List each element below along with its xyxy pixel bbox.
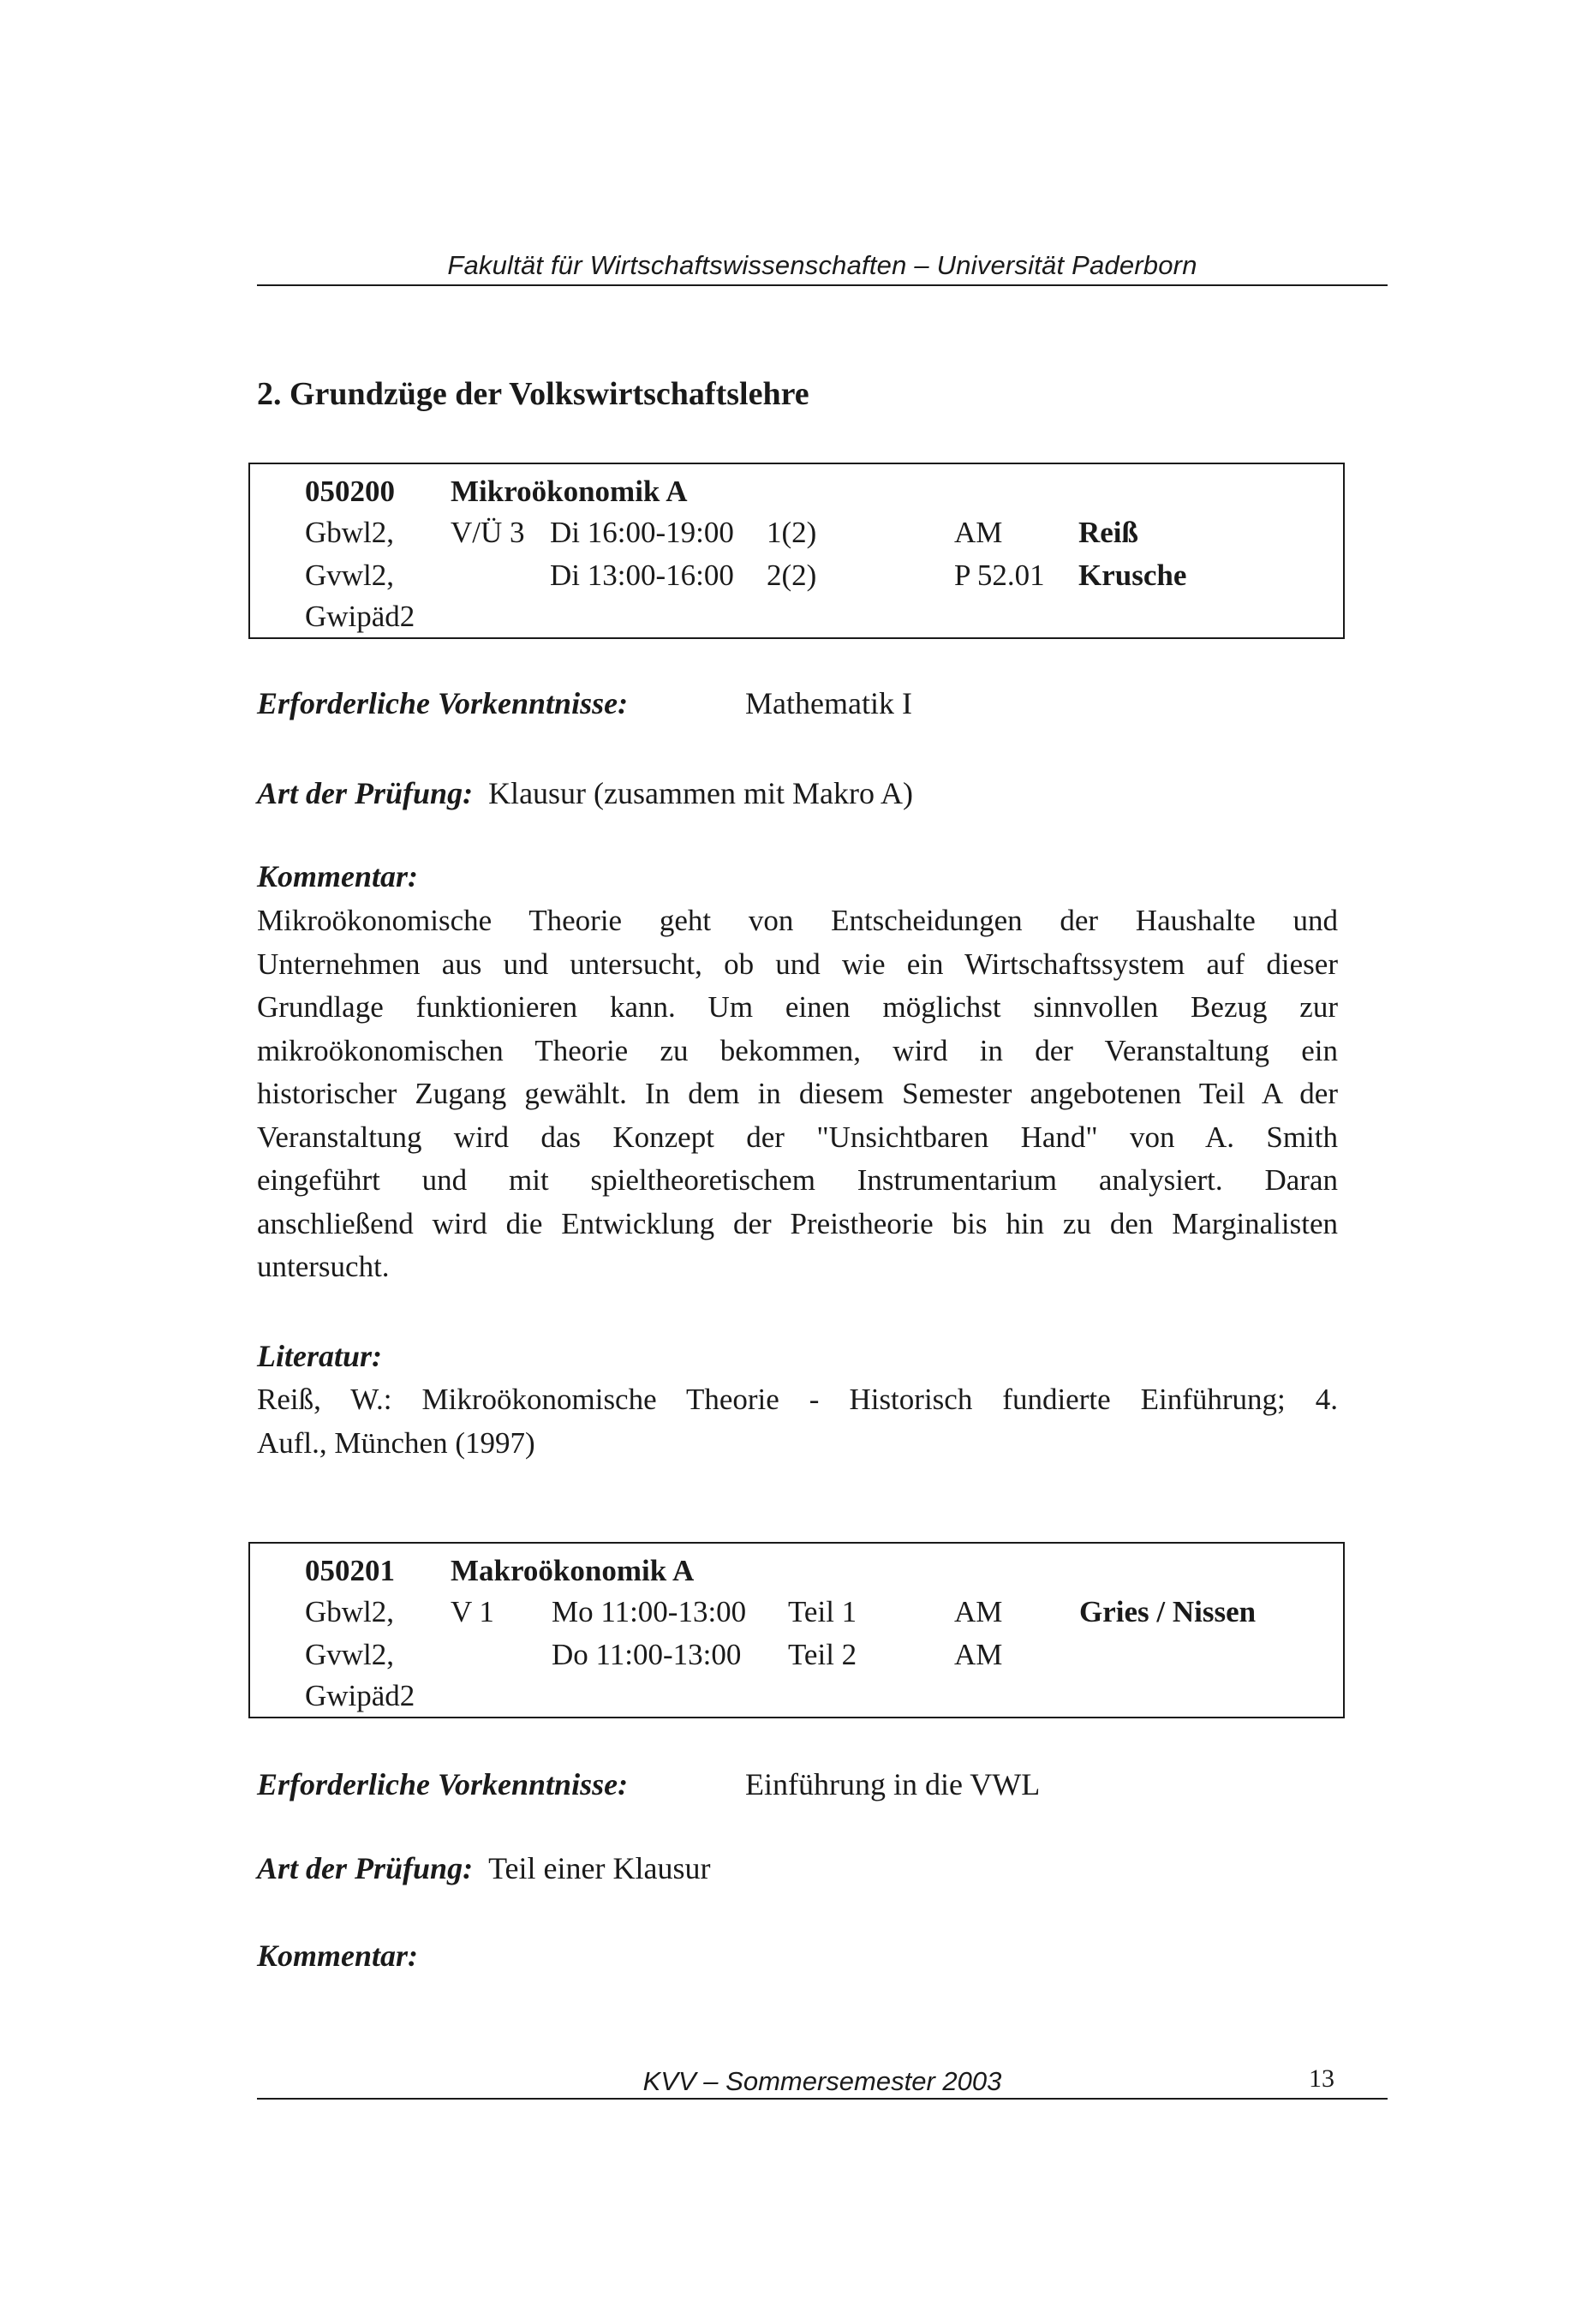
session-time: Di 16:00-19:00 (550, 516, 734, 549)
comment-line: anschließend wird die Entwicklung der Preistheorie bis hin zu den Marginalisten (257, 1206, 1338, 1240)
comment-line: Veranstaltung wird das Konzept der "Unsichtbaren Hand" von A. Smith (257, 1120, 1338, 1154)
exam-label: Art der Prüfung: (257, 776, 474, 810)
course-type: V/Ü 3 (451, 516, 525, 549)
literature-line: Aufl., München (1997) (257, 1425, 535, 1460)
course-box-050200 (248, 463, 1345, 639)
session-lecturer: Reiß (1078, 516, 1138, 549)
literature-line: Reiß, W.: Mikroökonomische Theorie - Historisch fundierte Einführung; 4. (257, 1383, 1338, 1416)
session-room: AM (954, 516, 1003, 549)
course-program: Gwipäd2 (305, 1679, 415, 1712)
comment-line: Mikroökonomische Theorie geht von Entscheidungen der Haushalte und (257, 904, 1338, 937)
exam-value: Klausur (zusammen mit Makro A) (488, 776, 913, 810)
prereq-value: Einführung in die VWL (745, 1767, 1041, 1801)
course-program: Gwipäd2 (305, 600, 415, 633)
course-title: Makroökonomik A (451, 1554, 695, 1587)
exam-row (257, 1850, 710, 1886)
comment-line: eingeführt und mit spieltheoretischem Instrumentarium analysiert. Daran (257, 1163, 1338, 1197)
course-program: Gbwl2, (305, 516, 395, 549)
prereq-label: Erforderliche Vorkenntnisse: (257, 686, 629, 720)
comment-line: historischer Zugang gewählt. In dem in diesem Semester angebotenen Teil A der (257, 1077, 1338, 1110)
comment-line: Unternehmen aus und untersucht, ob und wie ein Wirtschaftssystem auf dieser (257, 947, 1338, 981)
session-part: 2(2) (767, 559, 817, 592)
prereq-row (257, 685, 628, 721)
course-program: Gbwl2, (305, 1595, 395, 1628)
prereq-row (257, 1766, 628, 1802)
comment-label: Kommentar: (257, 1939, 419, 1973)
prereq-label: Erforderliche Vorkenntnisse: (257, 1767, 629, 1801)
session-room: P 52.01 (954, 559, 1045, 592)
course-type: V 1 (451, 1595, 494, 1628)
course-program: Gvwl2, (305, 1638, 395, 1671)
page-header: Fakultät für Wirtschaftswissenschaften – Universität Paderborn (447, 250, 1197, 280)
exam-label: Art der Prüfung: (257, 1851, 474, 1885)
section-title: 2. Grundzüge der Volkswirtschaftslehre (257, 376, 809, 412)
session-part: Teil 1 (788, 1595, 857, 1628)
session-part: 1(2) (767, 516, 817, 549)
session-time: Do 11:00-13:00 (552, 1638, 742, 1671)
session-part: Teil 2 (788, 1638, 857, 1671)
session-room: AM (954, 1638, 1003, 1671)
footer-rule (257, 2098, 1388, 2100)
comment-line: untersucht. (257, 1250, 390, 1283)
exam-value: Teil einer Klausur (488, 1851, 711, 1885)
session-time: Mo 11:00-13:00 (552, 1595, 747, 1628)
comment-label: Kommentar: (257, 859, 419, 893)
session-room: AM (954, 1595, 1003, 1628)
page-footer: KVV – Sommersemester 2003 (642, 2066, 1002, 2096)
session-lecturer: Gries / Nissen (1079, 1595, 1257, 1628)
session-time: Di 13:00-16:00 (550, 559, 734, 592)
prereq-value: Mathematik I (745, 686, 912, 720)
comment-text (257, 899, 1338, 1289)
course-number: 050200 (305, 475, 395, 508)
session-lecturer: Krusche (1078, 559, 1187, 592)
literature-text (257, 1378, 1338, 1465)
comment-line: Grundlage funktionieren kann. Um einen möglichst sinnvollen Bezug zur (257, 990, 1338, 1024)
course-program: Gvwl2, (305, 559, 395, 592)
course-title: Mikroökonomik A (451, 475, 688, 508)
course-box-050201 (248, 1542, 1345, 1718)
page-number: 13 (1309, 2064, 1334, 2093)
literature-label: Literatur: (257, 1339, 383, 1373)
course-number: 050201 (305, 1554, 395, 1587)
comment-line: mikroökonomischen Theorie zu bekommen, wird in der Veranstaltung ein (257, 1033, 1338, 1067)
exam-row (257, 775, 913, 811)
header-rule (257, 284, 1388, 286)
